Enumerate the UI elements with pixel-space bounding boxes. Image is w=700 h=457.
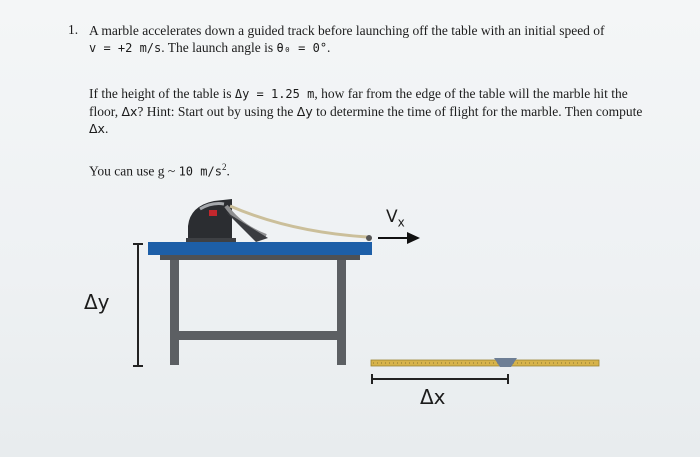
gravity-text-c: . bbox=[226, 163, 230, 179]
table-top bbox=[148, 242, 372, 255]
gravity-value: 10 m/s bbox=[178, 164, 222, 179]
dy-symbol: Δy bbox=[296, 104, 313, 119]
velocity-label bbox=[386, 207, 405, 229]
intro-text: A marble accelerates down a guided track before launching off the table with an initial speed of bbox=[89, 23, 605, 38]
angle-value: θ₀ = 0° bbox=[276, 41, 328, 55]
marble-launcher bbox=[186, 199, 268, 242]
distance-label: Δx bbox=[420, 385, 446, 409]
problem-number: 1. bbox=[68, 22, 79, 37]
gravity-approx: ~ bbox=[164, 163, 179, 179]
question-text-e: . bbox=[104, 121, 109, 136]
gravity-text-a: You can use bbox=[89, 163, 158, 179]
table-frame bbox=[160, 253, 360, 365]
velocity-label-sub: x bbox=[397, 215, 405, 230]
question-text-a: If the height of the table is bbox=[89, 86, 235, 101]
intro-text-b: . The launch angle is bbox=[161, 40, 277, 55]
speed-value: v = +2 m/s bbox=[89, 41, 162, 55]
dx-symbol: Δx bbox=[121, 104, 138, 119]
question-text-c: ? Hint: Start out by using the bbox=[137, 104, 297, 119]
intro-text-c: . bbox=[327, 40, 331, 55]
question-text-d: to determine the time of flight for the marble. Then compute bbox=[312, 104, 643, 119]
velocity-label-v: V bbox=[386, 207, 398, 227]
height-label: Δy bbox=[84, 290, 110, 314]
height-bracket bbox=[133, 244, 143, 366]
floor-ruler bbox=[371, 358, 599, 367]
dx-symbol-2: Δx bbox=[89, 121, 105, 136]
height-value: Δy = 1.25 m bbox=[234, 87, 315, 101]
gravity-symbol: g bbox=[157, 163, 165, 179]
marble bbox=[366, 235, 372, 241]
question-text-b: , how far from the edge of the table will the marble hit the floor, bbox=[89, 86, 628, 119]
gravity-exponent: 2 bbox=[221, 162, 227, 172]
velocity-arrow bbox=[378, 232, 420, 244]
distance-bracket bbox=[372, 374, 508, 384]
